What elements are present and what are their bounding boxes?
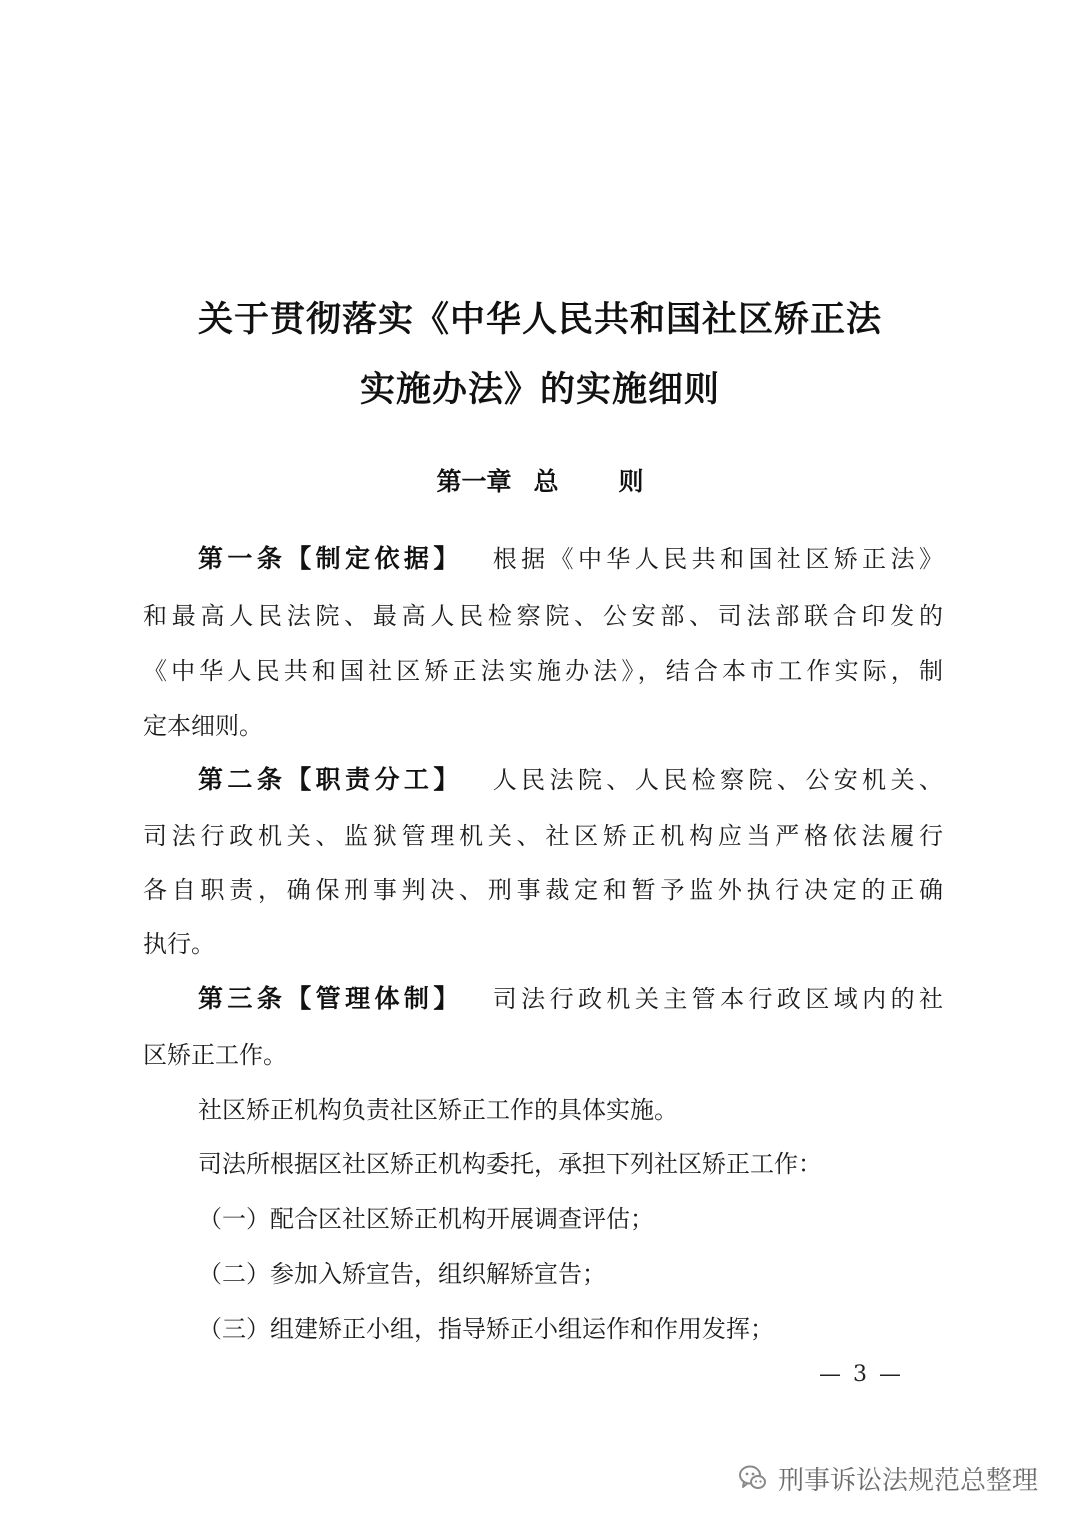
article-3-text-1: 司法行政机关主管本行政区域内的社 (492, 985, 943, 1013)
page-number-value: 3 (853, 1362, 867, 1387)
document-title-line-2: 实施办法》的实施细则 (359, 370, 720, 410)
article-3-item-2: （二）参加入矫宣告，组织解矫宣告； (198, 1260, 606, 1288)
watermark (738, 1458, 1038, 1498)
article-2-line-2: 司法行政机关、监狱管理机关、社区矫正机构应当严格依法履行 (143, 822, 943, 850)
article-3-item-1: （一）配合区社区矫正机构开展调查评估； (198, 1205, 654, 1233)
chapter-number: 第一章 (436, 467, 512, 496)
article-1-line-1 (198, 544, 943, 574)
article-3-line-2: 区矫正工作。 (143, 1041, 287, 1069)
watermark-text: 刑事诉讼法规范总整理 (778, 1465, 1039, 1496)
document-title-line-1: 关于贯彻落实《中华人民共和国社区矫正法 (197, 300, 882, 340)
article-2-line-1 (198, 765, 943, 795)
article-3-heading: 第三条【管理体制】 (198, 984, 463, 1013)
article-1-line-3: 《中华人民共和国社区矫正法实施办法》，结合本市工作实际，制 (143, 657, 943, 685)
article-1-text-1: 根据《中华人民共和国社区矫正法》 (492, 545, 943, 573)
article-1-line-2: 和最高人民法院、最高人民检察院、公安部、司法部联合印发的 (143, 602, 943, 630)
article-2-text-1: 人民法院、人民检察院、公安机关、 (492, 766, 943, 794)
page-number-dash-right: — (879, 1362, 901, 1387)
wechat-icon (738, 1463, 768, 1493)
article-3-paragraph-3: 司法所根据区社区矫正机构委托，承担下列社区矫正工作： (198, 1150, 822, 1178)
article-3-line-1 (198, 984, 943, 1014)
article-3-item-3: （三）组建矫正小组，指导矫正小组运作和作用发挥； (198, 1315, 774, 1343)
chapter-name-second: 则 (618, 467, 644, 496)
page-number (800, 1362, 920, 1387)
chapter-name-first: 总 (533, 467, 559, 496)
page-number-dash-left: — (819, 1362, 841, 1387)
article-3-paragraph-2: 社区矫正机构负责社区矫正工作的具体实施。 (198, 1096, 678, 1124)
article-2-line-3: 各自职责，确保刑事判决、刑事裁定和暂予监外执行决定的正确 (143, 876, 943, 904)
article-2-line-4: 执行。 (143, 930, 215, 958)
article-1-heading: 第一条【制定依据】 (198, 544, 463, 573)
chapter-heading (0, 462, 1080, 498)
article-2-heading: 第二条【职责分工】 (198, 765, 463, 794)
article-1-line-4: 定本细则。 (143, 712, 263, 740)
